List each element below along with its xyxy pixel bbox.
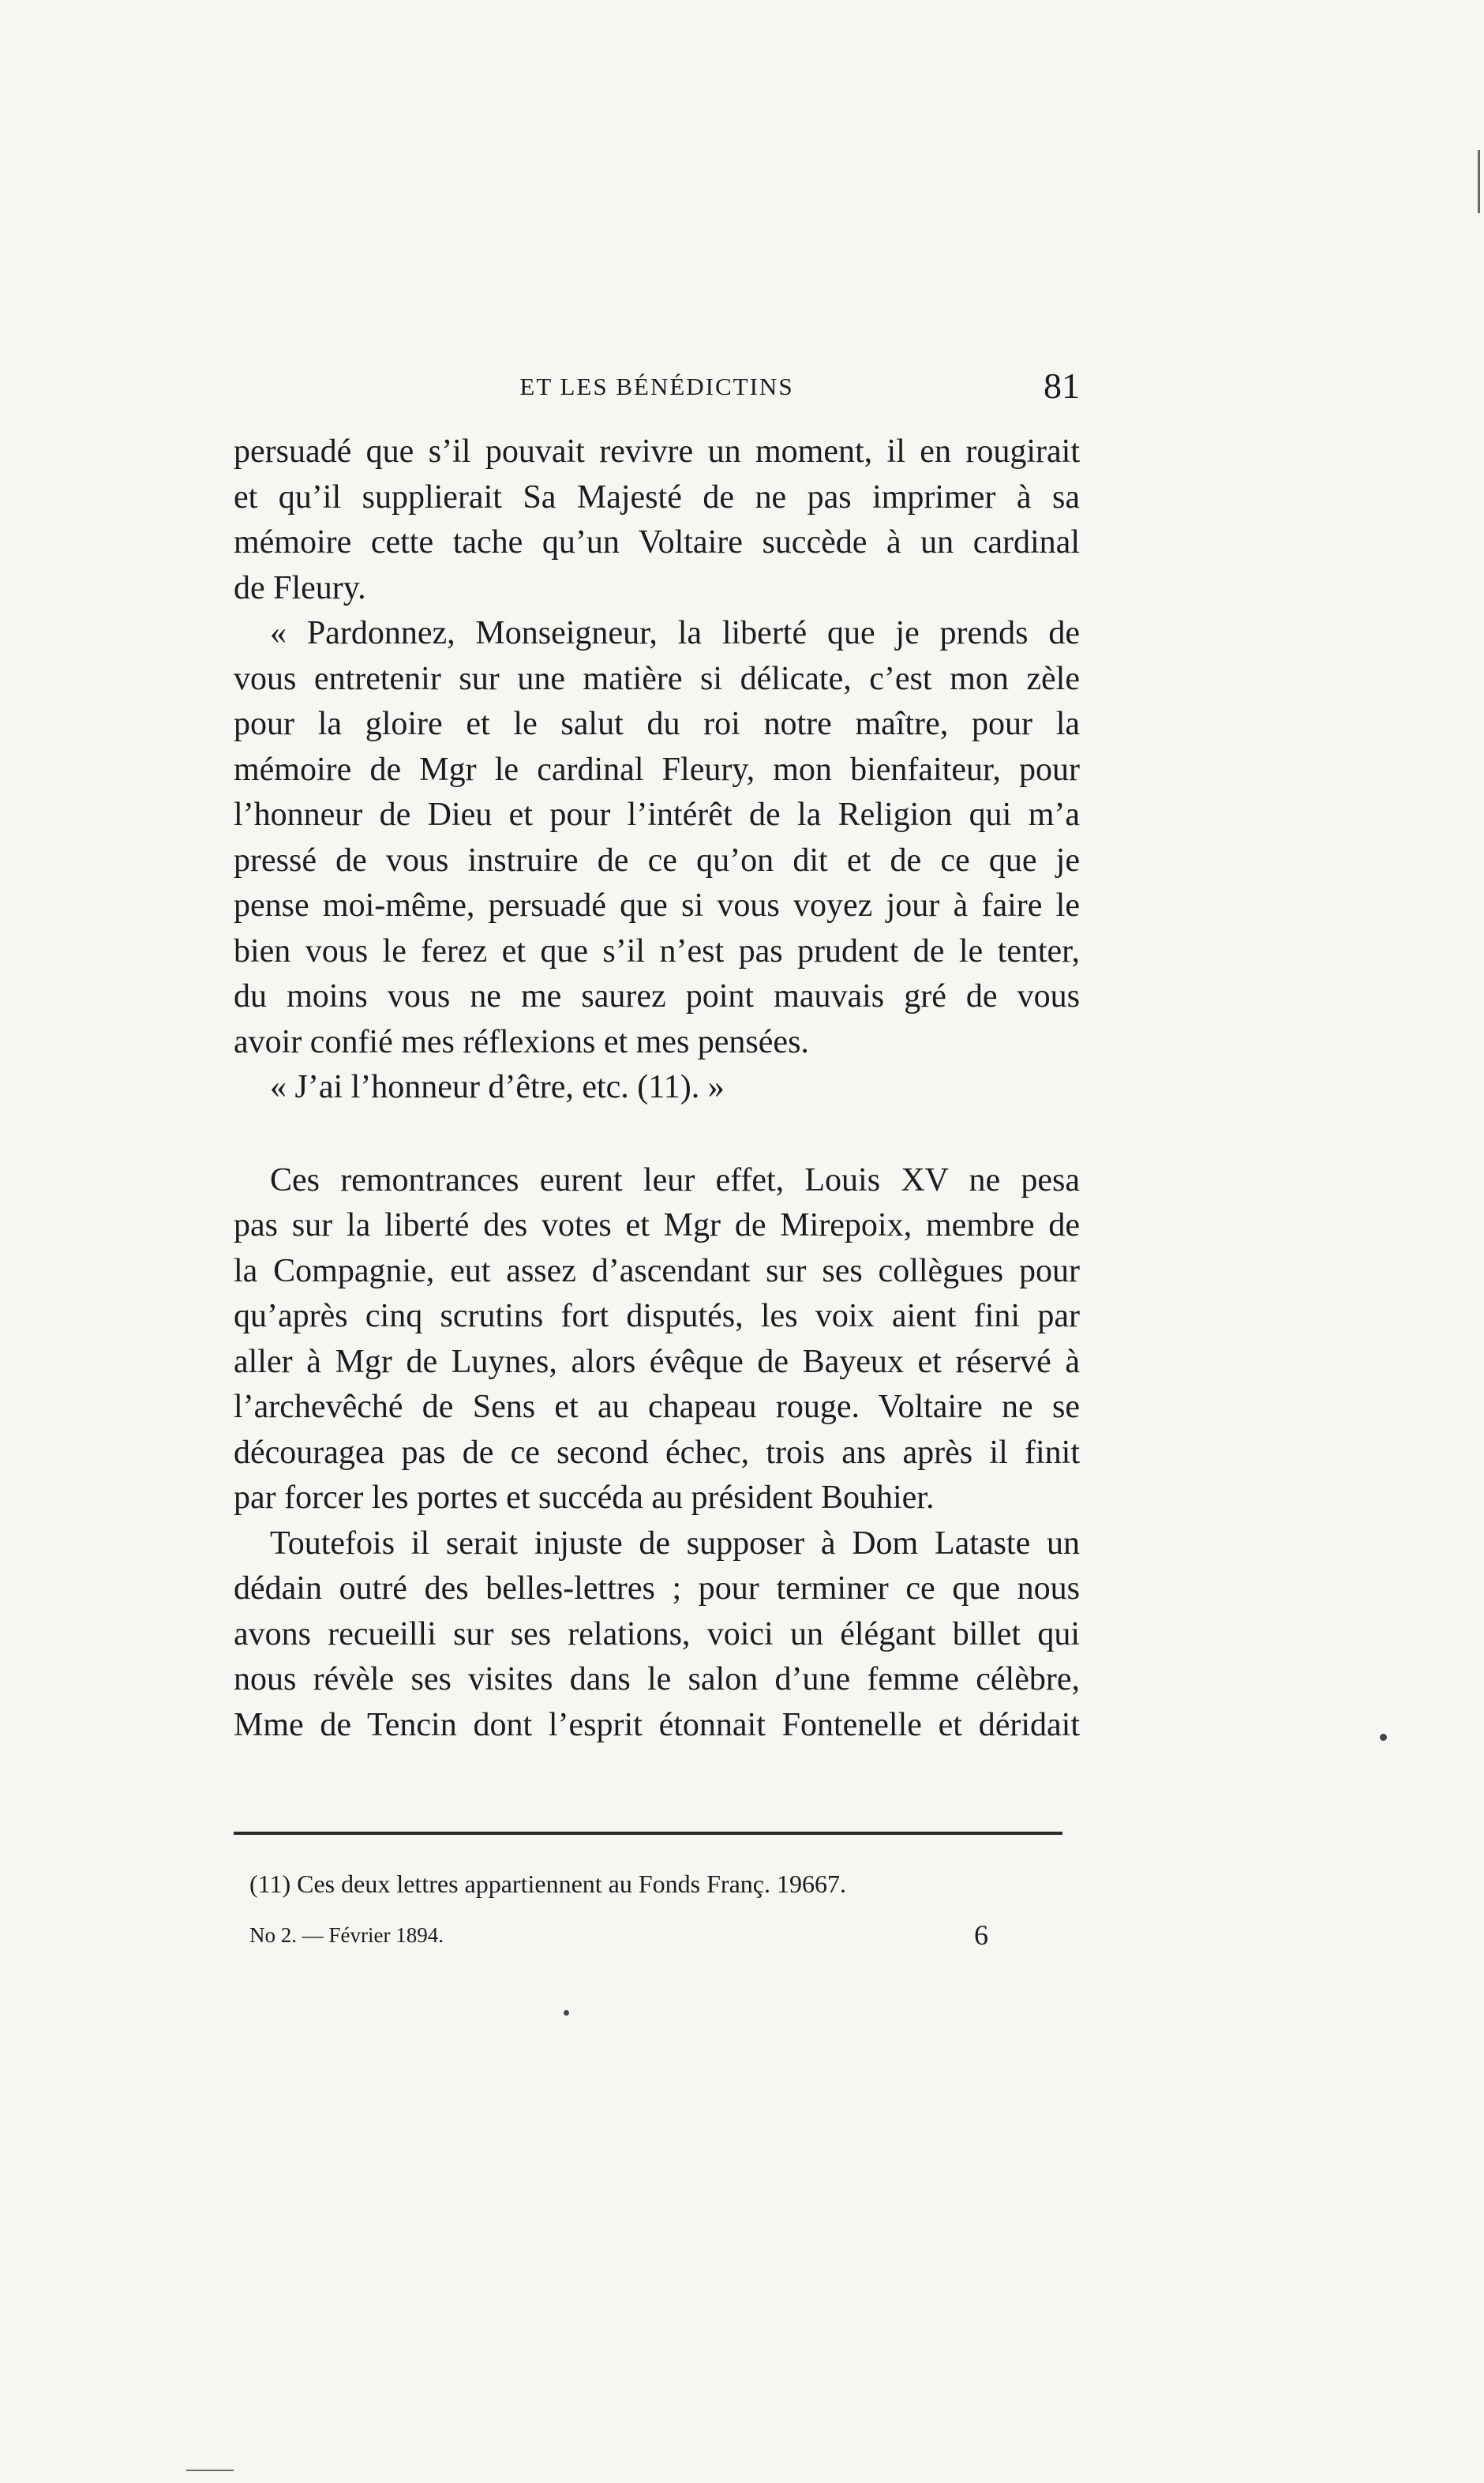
text-line: pense moi-même, persuadé que si vous voyez jour à faire le: [234, 887, 1080, 924]
text-line: pas sur la liberté des votes et Mgr de Mirepoix, membre de: [234, 1207, 1080, 1243]
text-line: bien vous le ferez et que s’il n’est pas prudent de le tenter,: [234, 932, 1080, 970]
page-edge-mark: [186, 2470, 234, 2471]
text-line: l’archevêché de Sens et au chapeau rouge. Voltaire ne se: [234, 1389, 1080, 1425]
text-line: mémoire de Mgr le cardinal Fleury, mon bienfaiteur, pour: [234, 751, 1080, 788]
footnote-rule: [234, 1832, 1062, 1835]
issue-label: No 2. — Février 1894.: [249, 1923, 444, 1947]
text-line: aller à Mgr de Luynes, alors évêque de Bayeux et réservé à: [234, 1343, 1080, 1380]
ink-speck: [1380, 1734, 1387, 1741]
text-line: avoir confié mes réflexions et mes pensées.: [234, 1023, 809, 1060]
text-line: vous entretenir sur une matière si délicate, c’est mon zèle: [234, 660, 1080, 697]
text-line: qu’après cinq scrutins fort disputés, les voix aient fini par: [234, 1298, 1080, 1334]
section-break: [234, 1111, 1080, 1158]
text-line: « Pardonnez, Monseigneur, la liberté que je prends de: [270, 615, 1080, 651]
text-line: avons recueilli sur ses relations, voici un élégant billet qui: [234, 1615, 1080, 1652]
text-line: nous révèle ses visites dans le salon d’une femme célèbre,: [234, 1661, 1080, 1697]
body-text: [234, 429, 1080, 1748]
text-line: persuadé que s’il pouvait revivre un moment, il en rougirait: [234, 433, 1080, 470]
text-line: « J’ai l’honneur d’être, etc. (11). »: [270, 1069, 725, 1105]
text-line: par forcer les portes et succéda au président Bouhier.: [234, 1480, 935, 1516]
text-line: du moins vous ne me saurez point mauvais gré de vous: [234, 978, 1080, 1015]
text-line: Mme de Tencin dont l’esprit étonnait Fontenelle et déridait: [234, 1706, 1080, 1743]
text-line: la Compagnie, eut assez d’ascendant sur ses collègues pour: [234, 1252, 1080, 1289]
footnote: (11) Ces deux lettres appartiennent au Fonds Franç. 19667.: [249, 1870, 846, 1898]
text-line: Ces remontrances eurent leur effet, Louis XV ne pesa: [270, 1161, 1080, 1198]
text-line: découragea pas de ce second échec, trois ans après il finit: [234, 1434, 1080, 1471]
page-edge-mark: [1478, 150, 1480, 213]
text-line: pressé de vous instruire de ce qu’on dit et de ce que je: [234, 842, 1080, 879]
text-line: pour la gloire et le salut du roi notre maître, pour la: [234, 706, 1080, 742]
text-line: Toutefois il serait injuste de supposer à Dom Lataste un: [270, 1525, 1080, 1562]
text-line: mémoire cette tache qu’un Voltaire succède à un cardinal: [234, 524, 1080, 561]
text-line: et qu’il supplierait Sa Majesté de ne pas imprimer à sa: [234, 478, 1080, 516]
text-line: de Fleury.: [234, 569, 366, 606]
text-line: dédain outré des belles-lettres ; pour terminer ce que nous: [234, 1570, 1080, 1607]
text-line: l’honneur de Dieu et pour l’intérêt de la Religion qui m’a: [234, 797, 1080, 833]
running-title: ET LES BÉNÉDICTINS: [519, 373, 794, 400]
running-head: [234, 365, 1080, 420]
sheet-number: 6: [974, 1919, 988, 1951]
ink-speck: [564, 2010, 569, 2016]
signature-line: [249, 1919, 988, 1955]
page-number: 81: [1044, 366, 1080, 406]
